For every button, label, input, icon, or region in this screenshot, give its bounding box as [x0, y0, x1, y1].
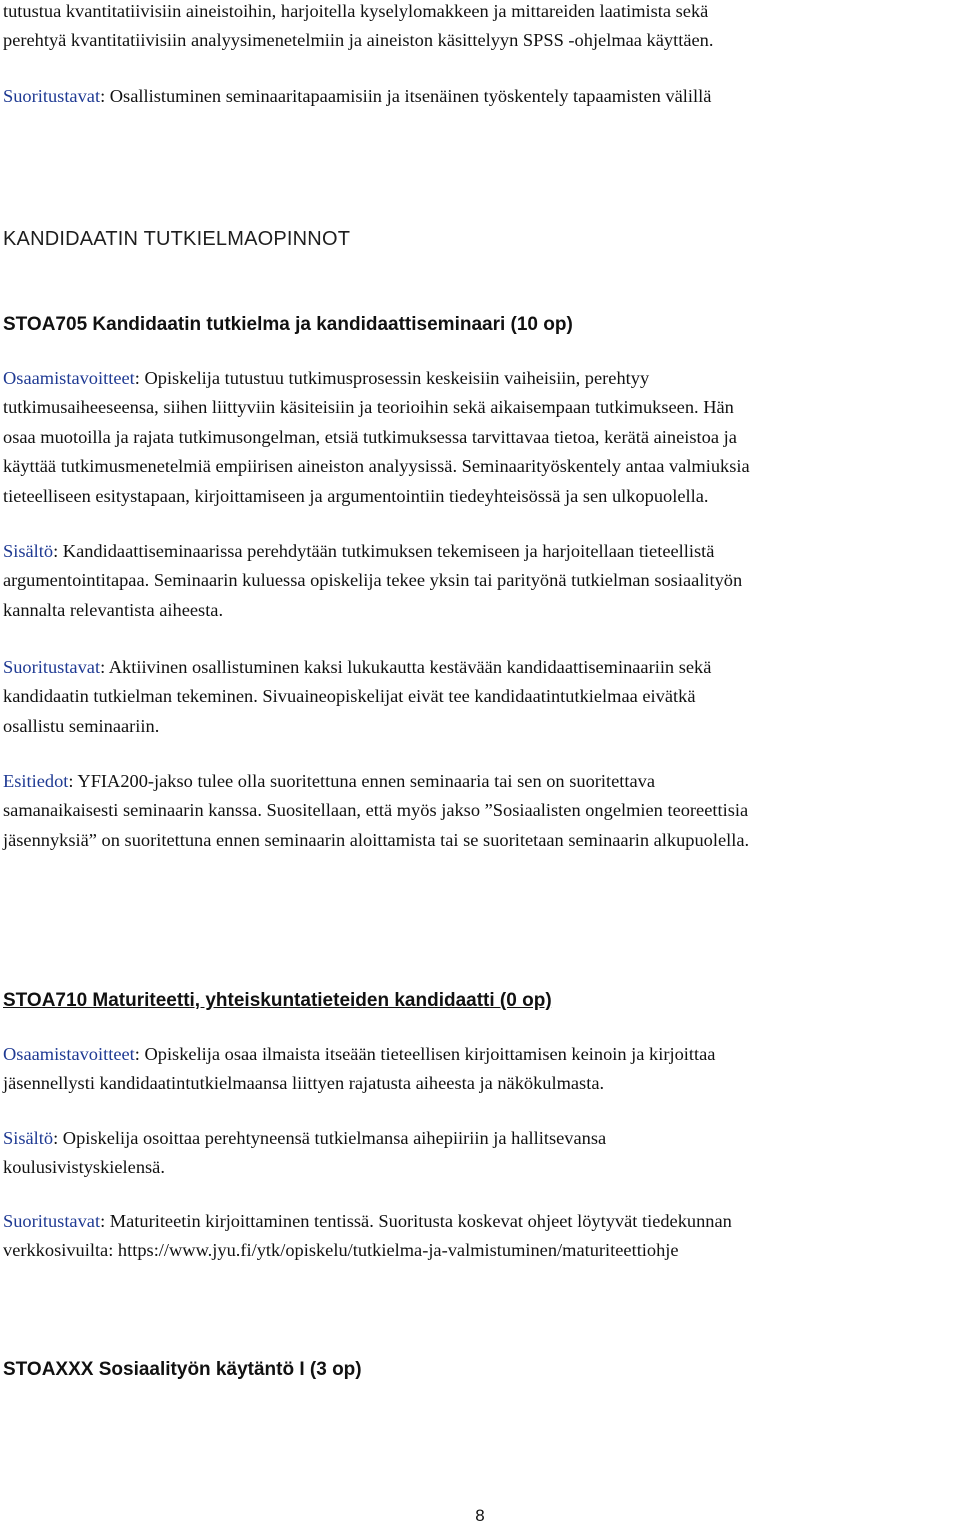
sisalto-line: koulusivistyskielensä.	[3, 1157, 165, 1178]
suoritustavat-line: kandidaatin tutkielman tekeminen. Sivuaineopiskelijat eivät tee kandidaatintutkielmaa eivätkä	[3, 686, 696, 707]
page-number: 8	[475, 1506, 485, 1525]
osaamistavoitteet-text: : Opiskelija osaa ilmaista itseään tieteellisen kirjoittamisen keinoin ja kirjoittaa	[134, 1044, 716, 1064]
osaamistavoitteet-text: : Opiskelija tutustuu tutkimusprosessin keskeisiin vaiheisiin, perehtyy	[134, 368, 650, 388]
suoritustavat-text: : Aktiivinen osallistuminen kaksi lukukautta kestävään kandidaattiseminaariin sekä	[100, 657, 712, 677]
esitiedot-text: : YFIA200-jakso tulee olla suoritettuna ennen seminaaria tai sen on suoritettava	[68, 771, 656, 791]
sisalto-label: Sisältö	[3, 541, 54, 561]
osaamistavoitteet-line: jäsennellysti kandidaatintutkielmaansa liittyen rajatusta aiheesta ja näkökulmasta.	[3, 1073, 605, 1094]
stoa710-osaamistavoitteet	[3, 1040, 715, 1099]
course-title-stoa710: STOA710 Maturiteetti, yhteiskuntatieteiden kandidaatti (0 op)	[3, 990, 552, 1011]
suoritustavat-text: : Maturiteetin kirjoittaminen tentissä. Suoritusta koskevat ohjeet löytyvät tiedekunnan	[100, 1211, 732, 1231]
osaamistavoitteet-line: tutkimusaiheeseensa, siihen liittyviin käsiteisiin ja teorioihin sekä aikaisempaan tutkimukseen. Hän	[3, 397, 734, 418]
suoritustavat-label: Suoritustavat	[3, 1211, 101, 1231]
course-title-stoa705: STOA705 Kandidaatin tutkielma ja kandidaattiseminaari (10 op)	[3, 314, 573, 335]
sisalto-text: : Opiskelija osoittaa perehtyneensä tutkielmansa aihepiiriin ja hallitsevansa	[53, 1128, 607, 1148]
esitiedot-label: Esitiedot	[3, 771, 69, 791]
intro-line: perehtyä kvantitatiivisiin analyysimenetelmiin ja aineiston käsittelyyn SPSS -ohjelmaa käyttäen.	[3, 30, 714, 51]
osaamistavoitteet-line: käyttää tutkimusmenetelmiä empiirisen aineiston analyysissä. Seminaarityöskentely antaa valmiuksia	[3, 456, 750, 477]
osaamistavoitteet-label: Osaamistavoitteet	[3, 1044, 135, 1064]
suoritustavat-line: osallistu seminaariin.	[3, 715, 160, 736]
suoritustavat-text: : Osallistuminen seminaaritapaamisiin ja itsenäinen työskentely tapaamisten välillä	[100, 86, 712, 106]
intro-paragraph	[3, 0, 713, 56]
esitiedot-line: samanaikaisesti seminaarin kanssa. Suositellaan, että myös jakso ”Sosiaalisten ongelmien teoreettisia	[3, 800, 749, 821]
stoa710-sisalto	[3, 1124, 606, 1183]
sisalto-line: kannalta relevantista aiheesta.	[3, 599, 224, 620]
osaamistavoitteet-line: tieteelliseen esitystapaan, kirjoittamiseen ja argumentointiin tiedeyhteisössä ja sen ulkopuolella.	[3, 485, 709, 506]
stoa710-suoritustavat	[3, 1207, 732, 1266]
sisalto-text: : Kandidaattiseminaarissa perehdytään tutkimuksen tekemiseen ja harjoitellaan tieteellistä	[53, 541, 715, 561]
sisalto-label: Sisältö	[3, 1128, 54, 1148]
stoa705-esitiedot	[3, 767, 749, 855]
suoritustavat-line: verkkosivuilta: https://www.jyu.fi/ytk/opiskelu/tutkielma-ja-valmistuminen/maturiteettiohje	[3, 1240, 679, 1261]
stoa705-osaamistavoitteet	[3, 364, 750, 511]
course-title-stoaxxx: STOAXXX Sosiaalityön käytäntö I (3 op)	[3, 1359, 362, 1380]
intro-suoritustavat	[3, 82, 711, 111]
sisalto-line: argumentointitapaa. Seminaarin kuluessa opiskelija tekee yksin tai parityönä tutkielman sosiaalityön	[3, 570, 743, 591]
stoa705-suoritustavat	[3, 653, 711, 741]
intro-line: tutustua kvantitatiivisiin aineistoihin, harjoitella kyselylomakkeen ja mittareiden laatimista sekä	[3, 1, 709, 21]
osaamistavoitteet-label: Osaamistavoitteet	[3, 368, 135, 388]
suoritustavat-label: Suoritustavat	[3, 86, 101, 106]
esitiedot-line: jäsennyksiä” on suoritettuna ennen seminaarin aloittamista tai se suoritetaan seminaarin alkupuolella.	[3, 829, 750, 850]
osaamistavoitteet-line: osaa muotoilla ja rajata tutkimusongelman, etsiä tutkimuksessa tarvittavaa tietoa, kerätä aineistoa ja	[3, 426, 737, 447]
suoritustavat-label: Suoritustavat	[3, 657, 101, 677]
section-heading: KANDIDAATIN TUTKIELMAOPINNOT	[3, 228, 351, 250]
stoa705-sisalto	[3, 537, 742, 625]
